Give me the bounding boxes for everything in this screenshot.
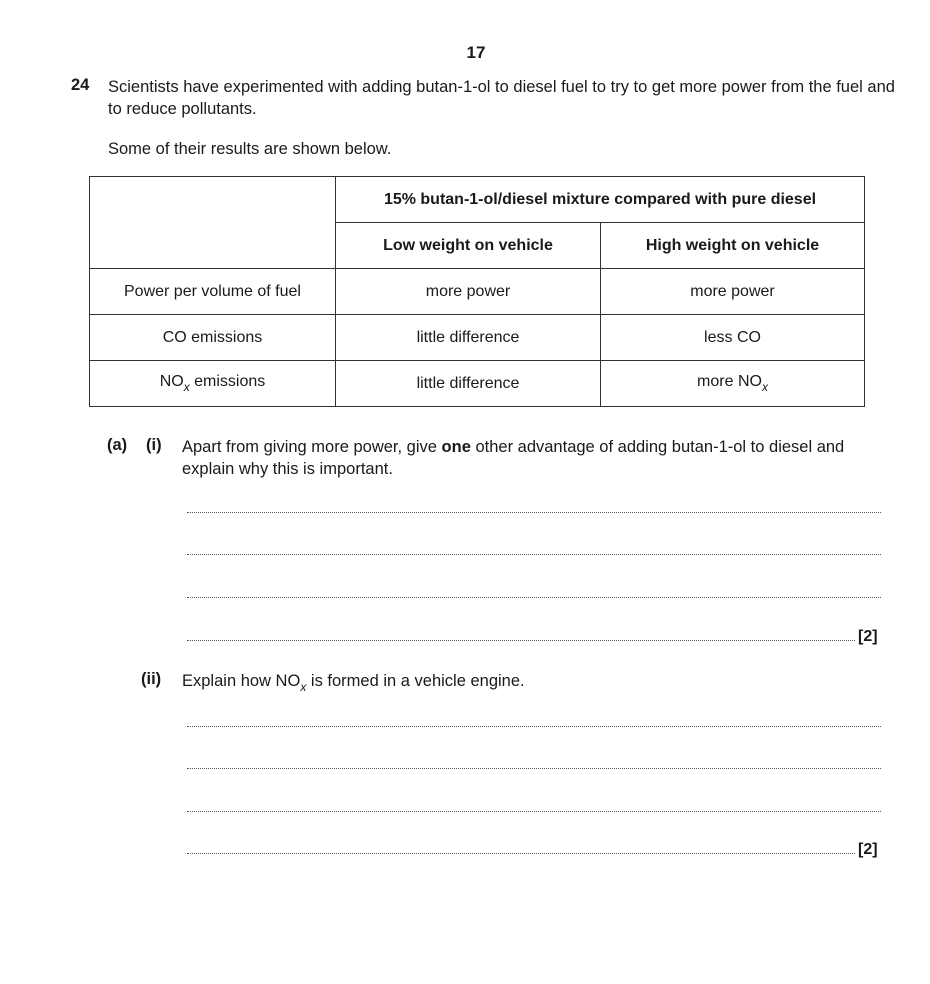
part-a-ii-label: (ii) — [141, 670, 162, 688]
table-row — [90, 269, 865, 315]
column-header-low-weight: Low weight on vehicle — [336, 223, 601, 269]
question-number: 24 — [71, 76, 90, 94]
table-row — [90, 361, 865, 407]
table-group-header: 15% butan-1-ol/diesel mixture compared with pure diesel — [336, 177, 865, 223]
cell-power-low: more power — [336, 269, 601, 315]
answer-line[interactable] — [187, 597, 881, 598]
cell-nox-low: little difference — [336, 361, 601, 407]
empty-corner-cell — [90, 177, 336, 269]
table-row — [90, 315, 865, 361]
answer-line[interactable] — [187, 640, 855, 641]
cell-nox-high: more $NO_x$ — [601, 361, 865, 407]
answer-line[interactable] — [187, 554, 881, 555]
row-label-power: Power per volume of fuel — [90, 269, 336, 315]
cell-co-high: less CO — [601, 315, 865, 361]
answer-line[interactable] — [187, 726, 881, 727]
answer-line[interactable] — [187, 768, 881, 769]
row-label-co: CO emissions — [90, 315, 336, 361]
question-text: Scientists have experimented with adding butan-1-ol to diesel fuel to try to get more power from the fuel and to reduce pollutants. — [108, 78, 895, 118]
answer-line[interactable] — [187, 853, 855, 854]
answer-line[interactable] — [187, 811, 881, 812]
page-number: 17 — [466, 43, 486, 62]
results-table — [89, 176, 865, 407]
marks-indicator: [2] — [858, 841, 878, 858]
question-intro: Some of their results are shown below. — [108, 140, 392, 158]
part-a-i-label: (i) — [146, 436, 162, 454]
row-label-nox: $NO_x$ emissions — [90, 361, 336, 407]
cell-co-low: little difference — [336, 315, 601, 361]
column-header-high-weight: High weight on vehicle — [601, 223, 865, 269]
part-a-label: (a) — [107, 436, 128, 454]
part-a-i-text: Apart from giving more power, give one other advantage of adding butan-1-ol to diesel and explain why this is important. — [182, 438, 845, 478]
part-a-ii-text: Explain how $NO_x$ is formed in a vehicle engine. — [182, 672, 525, 694]
marks-indicator: [2] — [858, 628, 878, 645]
answer-line[interactable] — [187, 512, 881, 513]
cell-power-high: more power — [601, 269, 865, 315]
